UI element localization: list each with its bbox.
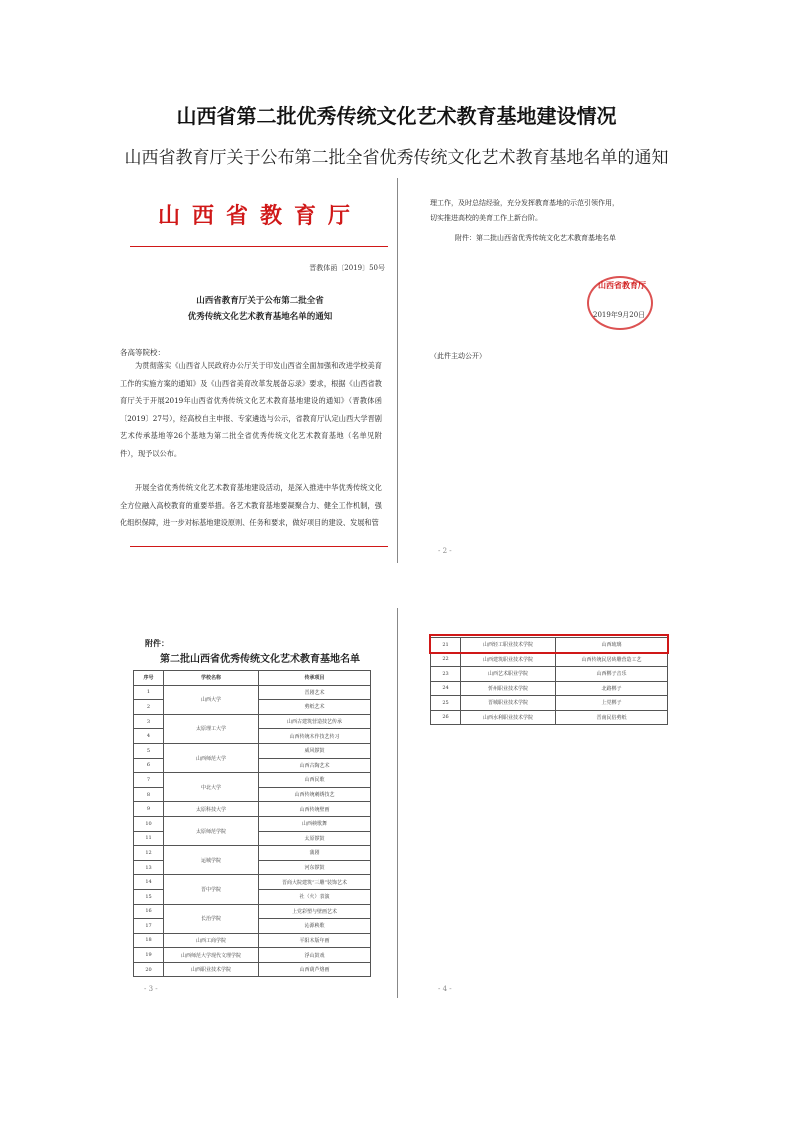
- page-number: - 4 -: [438, 985, 452, 993]
- table-row: [134, 816, 371, 831]
- row-index: 15: [134, 889, 164, 904]
- row-index: 6: [134, 758, 164, 773]
- page-number: - 3 -: [144, 985, 158, 993]
- school-name: 山西职业技术学院: [164, 962, 259, 977]
- heritage-project: 山西梆子音乐: [556, 667, 668, 682]
- table-row: [134, 846, 371, 861]
- heritage-project: 浮山鼓戏: [259, 948, 371, 963]
- school-name: 山西师范大学现代文理学院: [164, 948, 259, 963]
- row-index: 25: [431, 696, 461, 711]
- school-name: 太原师范学院: [164, 816, 259, 845]
- school-name: 山西工商学院: [164, 933, 259, 948]
- row-index: 21: [431, 638, 461, 653]
- heritage-project: 上党彩塑与壁画艺术: [259, 904, 371, 919]
- table-row: [431, 696, 668, 711]
- row-index: 18: [134, 933, 164, 948]
- heritage-project: 山西古陶艺术: [259, 758, 371, 773]
- doc-number: 晋教体函〔2019〕50号: [309, 264, 385, 272]
- heritage-project: 晋剧艺术: [259, 685, 371, 700]
- row-index: 20: [134, 962, 164, 977]
- page-divider: [397, 608, 398, 998]
- body-paragraph: 开展全省优秀传统文化艺术教育基地建设活动，是深入推进中华优秀传统文化全方位融入高校教育的重要举措。各艺术教育基地要凝聚合力、健全工作机制，强化组织保障，进一步对标基地建设原则、任务和要求，做好项目的建设、发展和管: [120, 483, 382, 527]
- school-name: 山西大学: [164, 685, 259, 714]
- salutation: 各高等院校：: [120, 348, 165, 357]
- row-index: 5: [134, 743, 164, 758]
- row-index: 3: [134, 714, 164, 729]
- table-row: [134, 948, 371, 963]
- school-name: 山西轻工职业技术学院: [461, 638, 556, 653]
- row-index: 4: [134, 729, 164, 744]
- heritage-project: 沁源秧歌: [259, 919, 371, 934]
- row-index: 17: [134, 919, 164, 934]
- table-header-row: [134, 671, 371, 686]
- heritage-project: 山西传统民居砖雕营造工艺: [556, 652, 668, 667]
- school-name: 晋城职业技术学院: [461, 696, 556, 711]
- row-index: 11: [134, 831, 164, 846]
- row-index: 12: [134, 846, 164, 861]
- school-name: 山西艺术职业学院: [461, 667, 556, 682]
- row-index: 9: [134, 802, 164, 817]
- heritage-project: 山西秧歌舞: [259, 816, 371, 831]
- body-paragraph: 为贯彻落实《山西省人民政府办公厅关于印发山西省全面加强和改进学校美育工作的实施方案的通知》及《山西省美育改革发展备忘录》要求，根据《山西省教育厅关于开展2019年山西省优秀传统文化艺术教育基地建设的通知》（晋教体函〔2019〕27号），经高校自主申报、专家遴选与公示，省教育厅认定山西大学晋剧艺术传承基地等26个基地为第二批全省优秀传统文化艺术教育基地（名单见附件），现予以公布。: [120, 361, 382, 458]
- row-index: 7: [134, 773, 164, 788]
- heritage-project: 河东锣鼓: [259, 860, 371, 875]
- school-name: 中北大学: [164, 773, 259, 802]
- table-row: [134, 714, 371, 729]
- row-index: 14: [134, 875, 164, 890]
- red-rule: [130, 246, 388, 247]
- school-name: 太原科技大学: [164, 802, 259, 817]
- table-row: [431, 681, 668, 696]
- page-divider: [397, 178, 398, 563]
- table-row: [431, 652, 668, 667]
- school-name: 晋中学院: [164, 875, 259, 904]
- heritage-project: 平阳木版年画: [259, 933, 371, 948]
- table-row: [431, 710, 668, 725]
- body-line: 切实推进高校的美育工作上新台阶。: [430, 214, 542, 222]
- agency-header: 山西省教育厅: [157, 204, 362, 229]
- row-index: 24: [431, 681, 461, 696]
- row-index: 2: [134, 700, 164, 715]
- row-index: 26: [431, 710, 461, 725]
- page-subtitle: 山西省教育厅关于公布第二批全省优秀传统文化艺术教育基地名单的通知: [124, 148, 669, 168]
- signature-date: 2019年9月20日: [593, 311, 646, 319]
- heritage-project: 晋南民俗剪纸: [556, 710, 668, 725]
- school-name: 山西水利职业技术学院: [461, 710, 556, 725]
- list-title: 第二批山西省优秀传统文化艺术教育基地名单: [160, 654, 360, 665]
- heritage-project: 上党梆子: [556, 696, 668, 711]
- row-index: 10: [134, 816, 164, 831]
- row-index: 13: [134, 860, 164, 875]
- row-index: 22: [431, 652, 461, 667]
- school-name: 山西师范大学: [164, 743, 259, 772]
- column-header: 学校名称: [164, 671, 259, 686]
- heritage-project: 蒲剧: [259, 846, 371, 861]
- heritage-project: 山西琉璃: [556, 638, 668, 653]
- highlight-box: [429, 634, 669, 654]
- seal-text: 山西省教育厅: [598, 280, 646, 290]
- heritage-project: 太原锣鼓: [259, 831, 371, 846]
- table-row: [134, 773, 371, 788]
- row-index: 19: [134, 948, 164, 963]
- column-header: 序号: [134, 671, 164, 686]
- row-index: 16: [134, 904, 164, 919]
- table-row: [134, 904, 371, 919]
- table-row: [134, 802, 371, 817]
- heritage-project: 山西葫芦烙画: [259, 962, 371, 977]
- doc-title-line: 优秀传统文化艺术教育基地名单的通知: [187, 312, 333, 322]
- row-index: 23: [431, 667, 461, 682]
- heritage-project: 山西传统刺绣技艺: [259, 787, 371, 802]
- table-row: [431, 667, 668, 682]
- doc-title-line: 山西省教育厅关于公布第二批全省: [196, 296, 324, 306]
- attachment-label: 附件：: [145, 639, 169, 648]
- heritage-project: 北路梆子: [556, 681, 668, 696]
- school-name: 运城学院: [164, 846, 259, 875]
- heritage-project: 山西传统壁画: [259, 802, 371, 817]
- heritage-project: 山西传统木作技艺传习: [259, 729, 371, 744]
- base-list-table: [133, 670, 371, 977]
- table-row: [134, 685, 371, 700]
- school-name: 长治学院: [164, 904, 259, 933]
- heritage-project: 山西民歌: [259, 773, 371, 788]
- table-row: [134, 962, 371, 977]
- row-index: 8: [134, 787, 164, 802]
- table-row: [134, 743, 371, 758]
- attachment-note: 附件：第二批山西省优秀传统文化艺术教育基地名单: [455, 234, 616, 242]
- school-name: 山西建筑职业技术学院: [461, 652, 556, 667]
- school-name: 忻州职业技术学院: [461, 681, 556, 696]
- school-name: 太原理工大学: [164, 714, 259, 743]
- body-line: 理工作，及时总结经验，充分发挥教育基地的示范引领作用，: [430, 199, 619, 207]
- page-title: 山西省第二批优秀传统文化艺术教育基地建设情况: [176, 104, 617, 128]
- disclosure-note: （此件主动公开）: [430, 352, 486, 360]
- row-index: 1: [134, 685, 164, 700]
- heritage-project: 威风锣鼓: [259, 743, 371, 758]
- column-header: 传承项目: [259, 671, 371, 686]
- heritage-project: 山西古建筑营造技艺传承: [259, 714, 371, 729]
- heritage-project: 晋商大院建筑“三雕”装饰艺术: [259, 875, 371, 890]
- red-rule: [130, 546, 388, 547]
- heritage-project: 社（火）表演: [259, 889, 371, 904]
- heritage-project: 剪纸艺术: [259, 700, 371, 715]
- table-row: [134, 875, 371, 890]
- page-number: - 2 -: [438, 547, 452, 555]
- table-row: [134, 933, 371, 948]
